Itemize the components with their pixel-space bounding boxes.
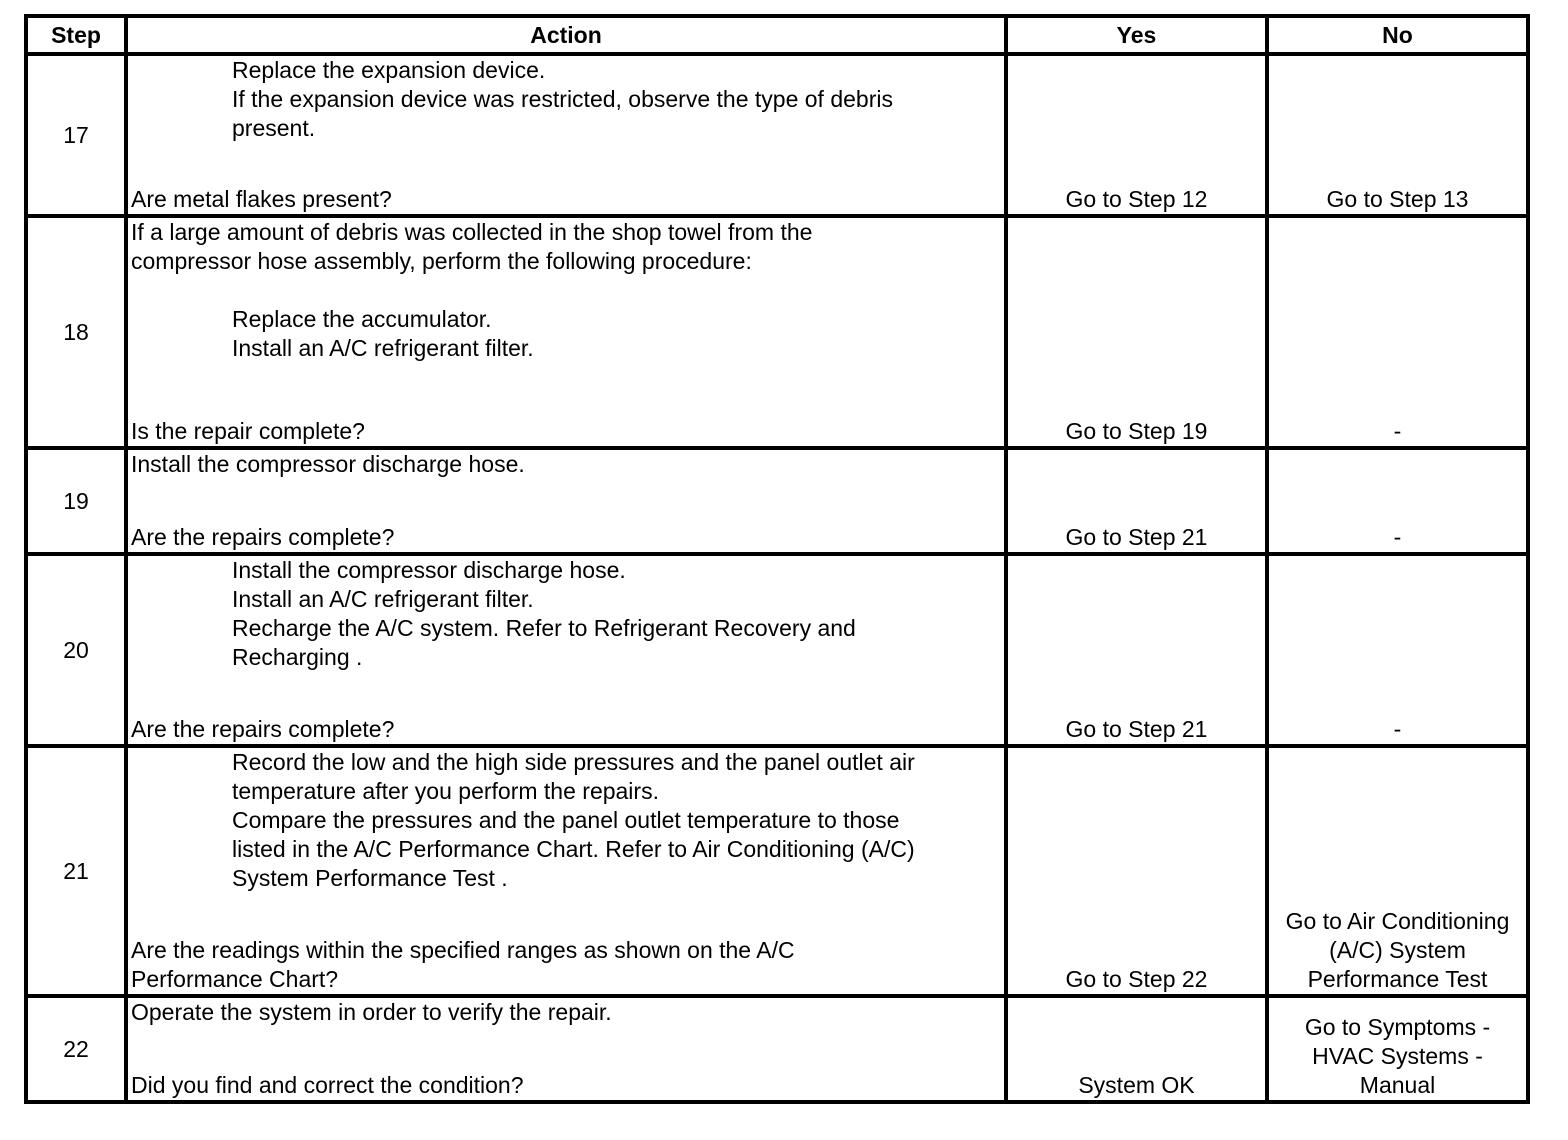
no-line: Manual: [1359, 1072, 1436, 1098]
no-result: [1267, 746, 1528, 996]
action-cell: [126, 54, 1006, 216]
step-number: 17: [26, 54, 126, 216]
action-line: Install the compressor discharge hose.: [131, 451, 525, 477]
question-line: Are the readings within the specified ranges as shown on the A/C: [131, 937, 795, 963]
yes-result: Go to Step 19: [1006, 216, 1267, 448]
action-line: Recharge the A/C system. Refer to Refrigerant Recovery and: [232, 615, 856, 641]
no-result: -: [1267, 554, 1528, 746]
action-line: temperature after you perform the repairs.: [232, 778, 659, 804]
header-step: Step: [26, 16, 126, 54]
table-row: [26, 746, 1528, 996]
step-number: 20: [26, 554, 126, 746]
action-line: Operate the system in order to verify the repair.: [131, 999, 612, 1025]
indented-instructions: [131, 748, 1001, 893]
action-line: Replace the expansion device.: [232, 57, 546, 83]
table-row: [26, 216, 1528, 448]
action-cell: [126, 448, 1006, 554]
indented-instructions: [131, 305, 1001, 363]
step-number: 18: [26, 216, 126, 448]
action-cell: [126, 996, 1006, 1102]
action-line: Replace the accumulator.: [232, 306, 492, 332]
no-result: -: [1267, 448, 1528, 554]
action-line: Install an A/C refrigerant filter.: [232, 335, 534, 361]
no-result: [1267, 996, 1528, 1102]
action-question: Are the repairs complete?: [131, 524, 395, 550]
yes-result: Go to Step 12: [1006, 54, 1267, 216]
action-question: [131, 936, 1001, 994]
action-question: Are the repairs complete?: [131, 716, 395, 742]
header-action: Action: [126, 16, 1006, 54]
action-line: listed in the A/C Performance Chart. Refer to Air Conditioning (A/C): [232, 836, 915, 862]
yes-result: Go to Step 21: [1006, 554, 1267, 746]
no-result: -: [1267, 216, 1528, 448]
indented-instructions: [131, 556, 1001, 672]
yes-result: Go to Step 22: [1006, 746, 1267, 996]
table-row: [26, 54, 1528, 216]
header-row: [26, 16, 1528, 54]
no-line: Go to Air Conditioning: [1285, 908, 1510, 934]
diagnostic-table: [24, 14, 1530, 1104]
action-line: Compare the pressures and the panel outlet temperature to those: [232, 807, 900, 833]
action-cell: [126, 746, 1006, 996]
action-question: Are metal flakes present?: [131, 186, 392, 212]
yes-result: System OK: [1006, 996, 1267, 1102]
action-question: Is the repair complete?: [131, 418, 365, 444]
question-line: Performance Chart?: [131, 966, 339, 992]
action-line: Record the low and the high side pressures and the panel outlet air: [232, 749, 915, 775]
action-line: System Performance Test .: [232, 865, 508, 891]
action-line: If a large amount of debris was collected in the shop towel from the: [131, 219, 813, 245]
no-line: Go to Symptoms -: [1304, 1014, 1491, 1040]
action-line: Recharging .: [232, 644, 363, 670]
indented-instructions: [131, 56, 1001, 143]
no-line: HVAC Systems -: [1312, 1043, 1483, 1069]
no-result: Go to Step 13: [1267, 54, 1528, 216]
no-line: (A/C) System: [1329, 937, 1466, 963]
step-number: 22: [26, 996, 126, 1102]
yes-result: Go to Step 21: [1006, 448, 1267, 554]
no-line: Performance Test: [1307, 966, 1488, 992]
step-number: 19: [26, 448, 126, 554]
action-cell: [126, 216, 1006, 448]
action-line: present.: [232, 115, 316, 141]
action-cell: [126, 554, 1006, 746]
action-line: Install an A/C refrigerant filter.: [232, 586, 534, 612]
header-no: No: [1267, 16, 1528, 54]
step-number: 21: [26, 746, 126, 996]
action-line: If the expansion device was restricted, observe the type of debris: [232, 86, 893, 112]
action-line: compressor hose assembly, perform the following procedure:: [131, 248, 752, 274]
table-row: [26, 554, 1528, 746]
table-row: [26, 448, 1528, 554]
header-yes: Yes: [1006, 16, 1267, 54]
action-question: Did you find and correct the condition?: [131, 1072, 524, 1098]
action-line: Install the compressor discharge hose.: [232, 557, 626, 583]
table-row: [26, 996, 1528, 1102]
